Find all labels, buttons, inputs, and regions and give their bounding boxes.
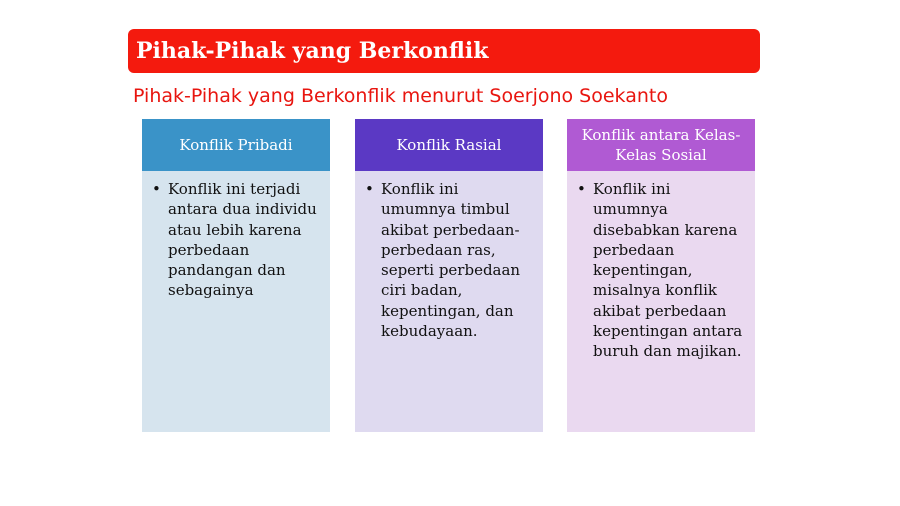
column-body [567, 171, 755, 432]
bullet-icon: • [365, 180, 374, 198]
slide-title: Pihak-Pihak yang Berkonflik [128, 29, 760, 73]
bullet-item [577, 179, 745, 362]
column-body [142, 171, 330, 432]
column-heading: Konflik Rasial [355, 119, 543, 171]
bullet-text: Konflik ini umumnya timbul akibat perbedaan-perbedaan ras, seperti perbedaan ciri badan, kepentingan, dan kebudayaan. [381, 180, 521, 341]
bullet-item [152, 179, 320, 301]
column-konflik-pribadi [142, 119, 330, 432]
column-konflik-kelas-sosial [567, 119, 755, 432]
bullet-item [365, 179, 533, 341]
bullet-text: Konflik ini terjadi antara dua individu atau lebih karena perbedaan pandangan dan sebagainya [168, 180, 317, 300]
bullet-icon: • [577, 180, 586, 198]
column-heading: Konflik Pribadi [142, 119, 330, 171]
column-body [355, 171, 543, 432]
bullet-text: Konflik ini umumnya disebabkan karena perbedaan kepentingan, misalnya konflik akibat perbedaan kepentingan antara buruh dan majikan. [593, 180, 743, 361]
column-heading: Konflik antara Kelas-Kelas Sosial [567, 119, 755, 171]
column-konflik-rasial [355, 119, 543, 432]
slide-subtitle: Pihak-Pihak yang Berkonflik menurut Soerjono Soekanto [133, 85, 668, 107]
bullet-icon: • [152, 180, 161, 198]
